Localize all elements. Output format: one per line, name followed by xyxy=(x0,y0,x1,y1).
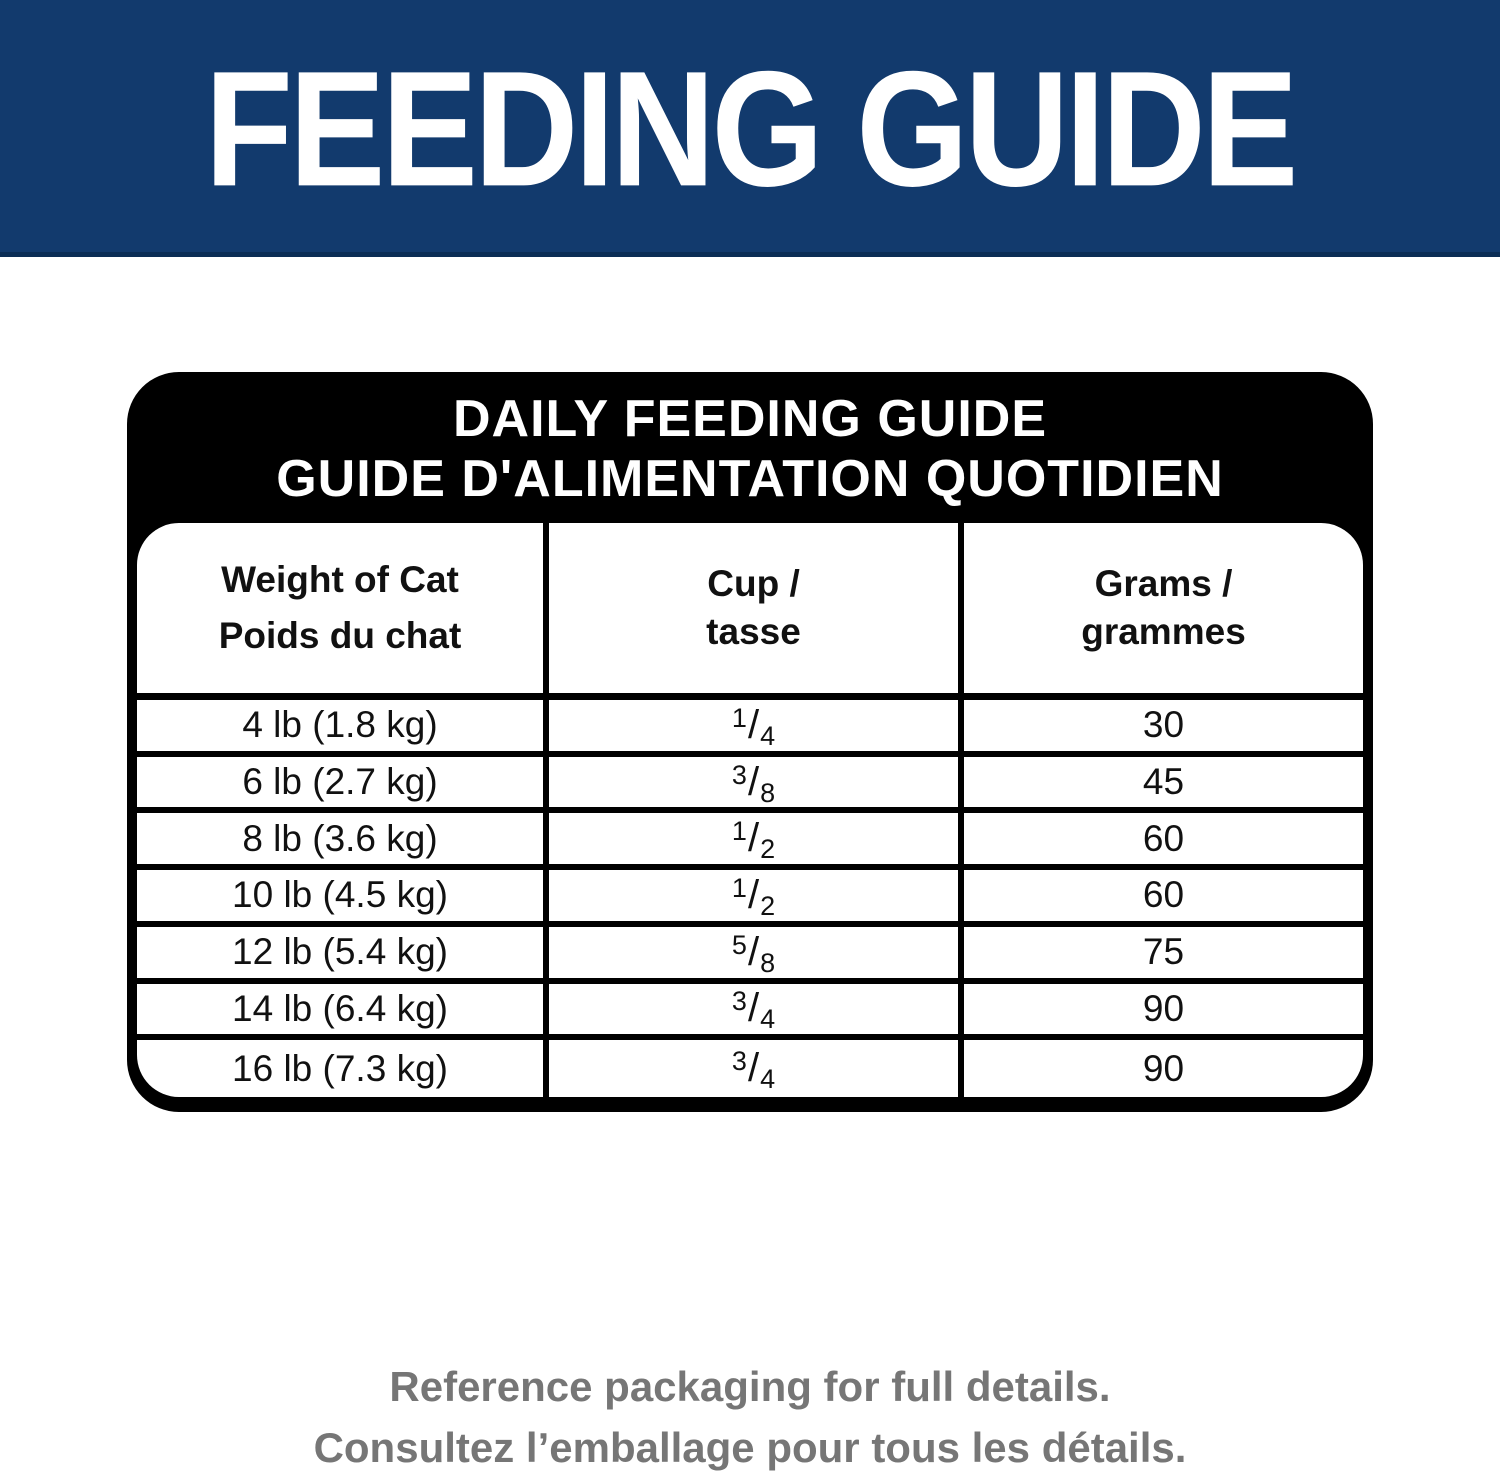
banner-title: FEEDING GUIDE xyxy=(205,36,1295,221)
cup-fraction: $^3$/8 xyxy=(731,759,776,808)
table-row-cup-cell xyxy=(549,700,964,757)
card-title xyxy=(127,389,1373,509)
table-row-weight-cell: 12 lb (5.4 kg) xyxy=(137,927,549,984)
table-row-cup-cell xyxy=(549,870,964,927)
table-row-cup-cell xyxy=(549,757,964,814)
table-row-grams-cell: 60 xyxy=(964,813,1363,870)
column-header-cup xyxy=(549,523,964,700)
table-row-grams-cell: 90 xyxy=(1142,1047,1185,1089)
column-header-weight xyxy=(137,523,549,700)
feeding-table xyxy=(137,523,1363,1097)
cup-fraction: $^5$/8 xyxy=(731,929,776,978)
table-row-weight-cell: 6 lb (2.7 kg) xyxy=(137,757,549,814)
table-row-weight-cell: 14 lb (6.4 kg) xyxy=(137,984,549,1041)
feeding-guide-banner xyxy=(0,0,1500,257)
column-header-weight-en: Weight of Cat xyxy=(221,559,459,600)
column-header-grams-fr: grammes xyxy=(1081,611,1246,652)
column-header-grams xyxy=(964,523,1363,700)
table-row-weight-cell: 4 lb (1.8 kg) xyxy=(137,700,549,757)
cup-fraction: $^1$/4 xyxy=(731,702,776,751)
table-row-grams-cell: 30 xyxy=(964,700,1363,757)
column-header-weight-fr: Poids du chat xyxy=(218,615,462,656)
footer-note-french: Consultez l’emballage pour tous les détails. xyxy=(313,1424,1187,1471)
table-row-weight-cell: 10 lb (4.5 kg) xyxy=(137,870,549,927)
table-row-grams-cell: 45 xyxy=(964,757,1363,814)
card-title-english: DAILY FEEDING GUIDE xyxy=(453,390,1047,448)
table-row-grams-cell: 75 xyxy=(964,927,1363,984)
cup-fraction: $^1$/2 xyxy=(731,816,776,865)
table-row-weight-cell: 16 lb (7.3 kg) xyxy=(137,1040,549,1097)
table-row-cup-cell xyxy=(549,927,964,984)
card-title-french: GUIDE D'ALIMENTATION QUOTIDIEN xyxy=(276,450,1224,508)
column-header-cup-fr: tasse xyxy=(706,611,801,652)
table-row-cup-cell xyxy=(549,1040,964,1097)
daily-feeding-guide-card xyxy=(127,372,1373,1112)
table-row-grams-cell: 90 xyxy=(964,984,1363,1041)
table-row-grams-cell: 60 xyxy=(964,870,1363,927)
cup-fraction: $^3$/4 xyxy=(731,986,776,1035)
column-header-cup-en: Cup / xyxy=(707,563,800,604)
column-header-grams-en: Grams / xyxy=(1094,563,1233,604)
footer-note-english: Reference packaging for full details. xyxy=(389,1363,1111,1410)
table-row-cup-cell xyxy=(549,984,964,1041)
table-row-cup-cell xyxy=(549,813,964,870)
footer-note xyxy=(0,1356,1500,1478)
cup-fraction: $^3$/4 xyxy=(731,1046,776,1095)
table-row-weight-cell: 8 lb (3.6 kg) xyxy=(137,813,549,870)
cup-fraction: $^1$/2 xyxy=(731,872,776,921)
